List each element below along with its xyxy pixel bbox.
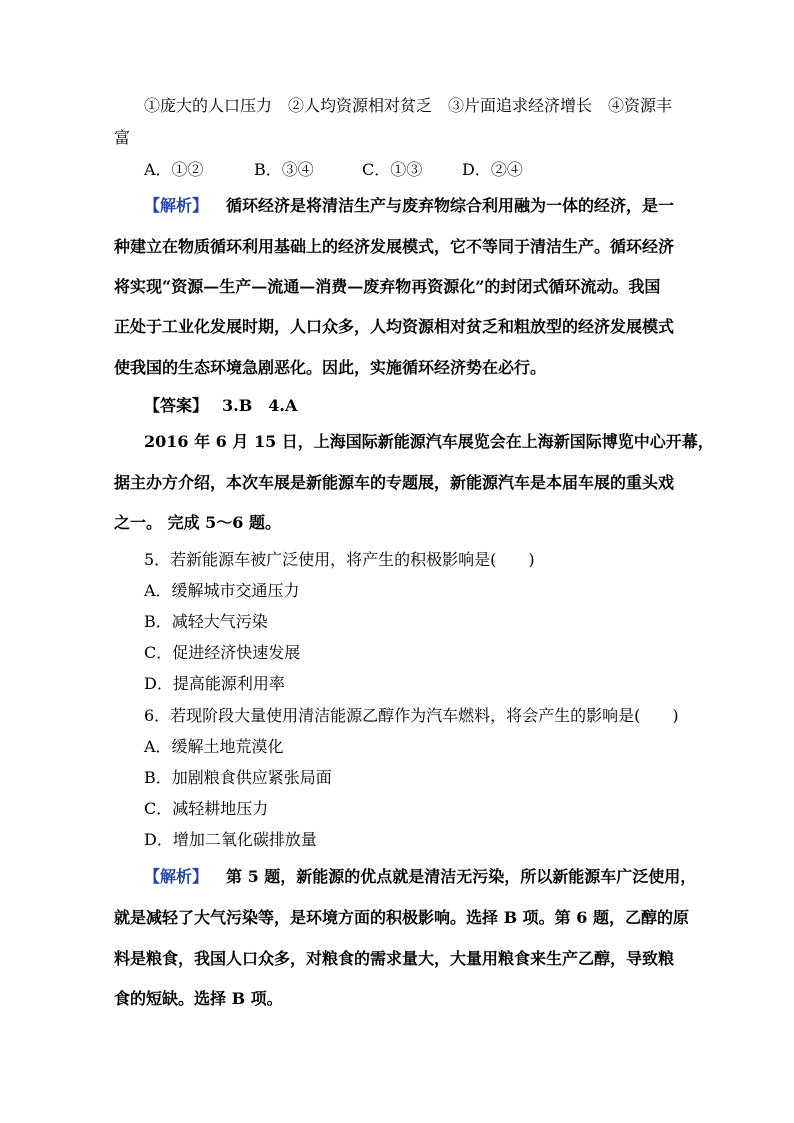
analysis2-line1 (144, 867, 696, 887)
analysis1-line3: 将实现“资源—生产—流通—消费—废弃物再资源化”的封闭式循环流动。我国 (114, 277, 661, 296)
answer-tag: 【答案】 (144, 396, 209, 415)
answer1-text: 3.B 4.A (222, 396, 298, 415)
analysis-tag: 【解析】 (144, 867, 209, 886)
analysis1-line4: 正处于工业化发展时期，人口众多，人均资源相对贫乏和粗放型的经济发展模式 (114, 317, 675, 336)
prev-question-statements-line1: ①庞大的人口压力 ②人均资源相对贫乏 ③片面追求经济增长 ④资源丰 (144, 96, 673, 115)
passage-line2: 据主办方介绍，本次车展是新能源车的专题展，新能源汽车是本届车展的重头戏 (114, 473, 675, 492)
analysis2-line4: 食的短缺。选择 B 项。 (114, 989, 283, 1008)
passage-line1: 2016 年 6 月 15 日，上海国际新能源汽车展览会在上海新国际博览中心开幕， (144, 432, 714, 451)
analysis2-line2: 就是减轻了大气污染等，是环境方面的积极影响。选择 B 项。第 6 题，乙醇的原 (114, 908, 689, 927)
q6-option-b: B．加剧粮食供应紧张局面 (144, 768, 332, 787)
q6-stem: 6．若现阶段大量使用清洁能源乙醇作为汽车燃料，将会产生的影响是( ) (144, 706, 679, 725)
q6-option-d: D．增加二氧化碳排放量 (144, 830, 317, 849)
prev-question-choices (144, 160, 523, 180)
analysis-tag: 【解析】 (144, 196, 209, 215)
q6-option-c: C．减轻耕地压力 (144, 799, 269, 818)
q5-stem: 5．若新能源车被广泛使用，将产生的积极影响是( ) (144, 550, 535, 569)
q5-option-c: C．促进经济快速发展 (144, 643, 301, 662)
choice-d: D．②④ (462, 160, 523, 179)
q5-option-a: A．缓解城市交通压力 (144, 581, 300, 600)
q5-option-b: B．减轻大气污染 (144, 612, 268, 631)
prev-question-statements-line2: 富 (114, 128, 131, 147)
q5-option-d: D．提高能源利用率 (144, 674, 285, 693)
passage-line3: 之一。 完成 5～6 题。 (114, 513, 281, 532)
analysis2-line3: 料是粮食，我国人口众多，对粮食的需求量大，大量用粮食来生产乙醇，导致粮 (114, 949, 675, 968)
analysis1-text: 循环经济是将清洁生产与废弃物综合利用融为一体的经济，是一 (226, 196, 675, 215)
analysis1-line1 (144, 196, 674, 216)
choice-a: A．①② (144, 160, 204, 179)
choice-c: C．①③ (362, 160, 423, 179)
q6-option-a: A．缓解土地荒漠化 (144, 737, 284, 756)
analysis1-line2: 种建立在物质循环利用基础上的经济发展模式，它不等同于清洁生产。循环经济 (114, 237, 675, 256)
choice-b: B．③④ (254, 160, 314, 179)
analysis2-text: 第 5 题，新能源的优点就是清洁无污染，所以新能源车广泛使用， (226, 867, 697, 886)
answer1-line (144, 396, 297, 416)
analysis1-line5: 使我国的生态环境急剧恶化。因此，实施循环经济势在必行。 (114, 358, 547, 377)
